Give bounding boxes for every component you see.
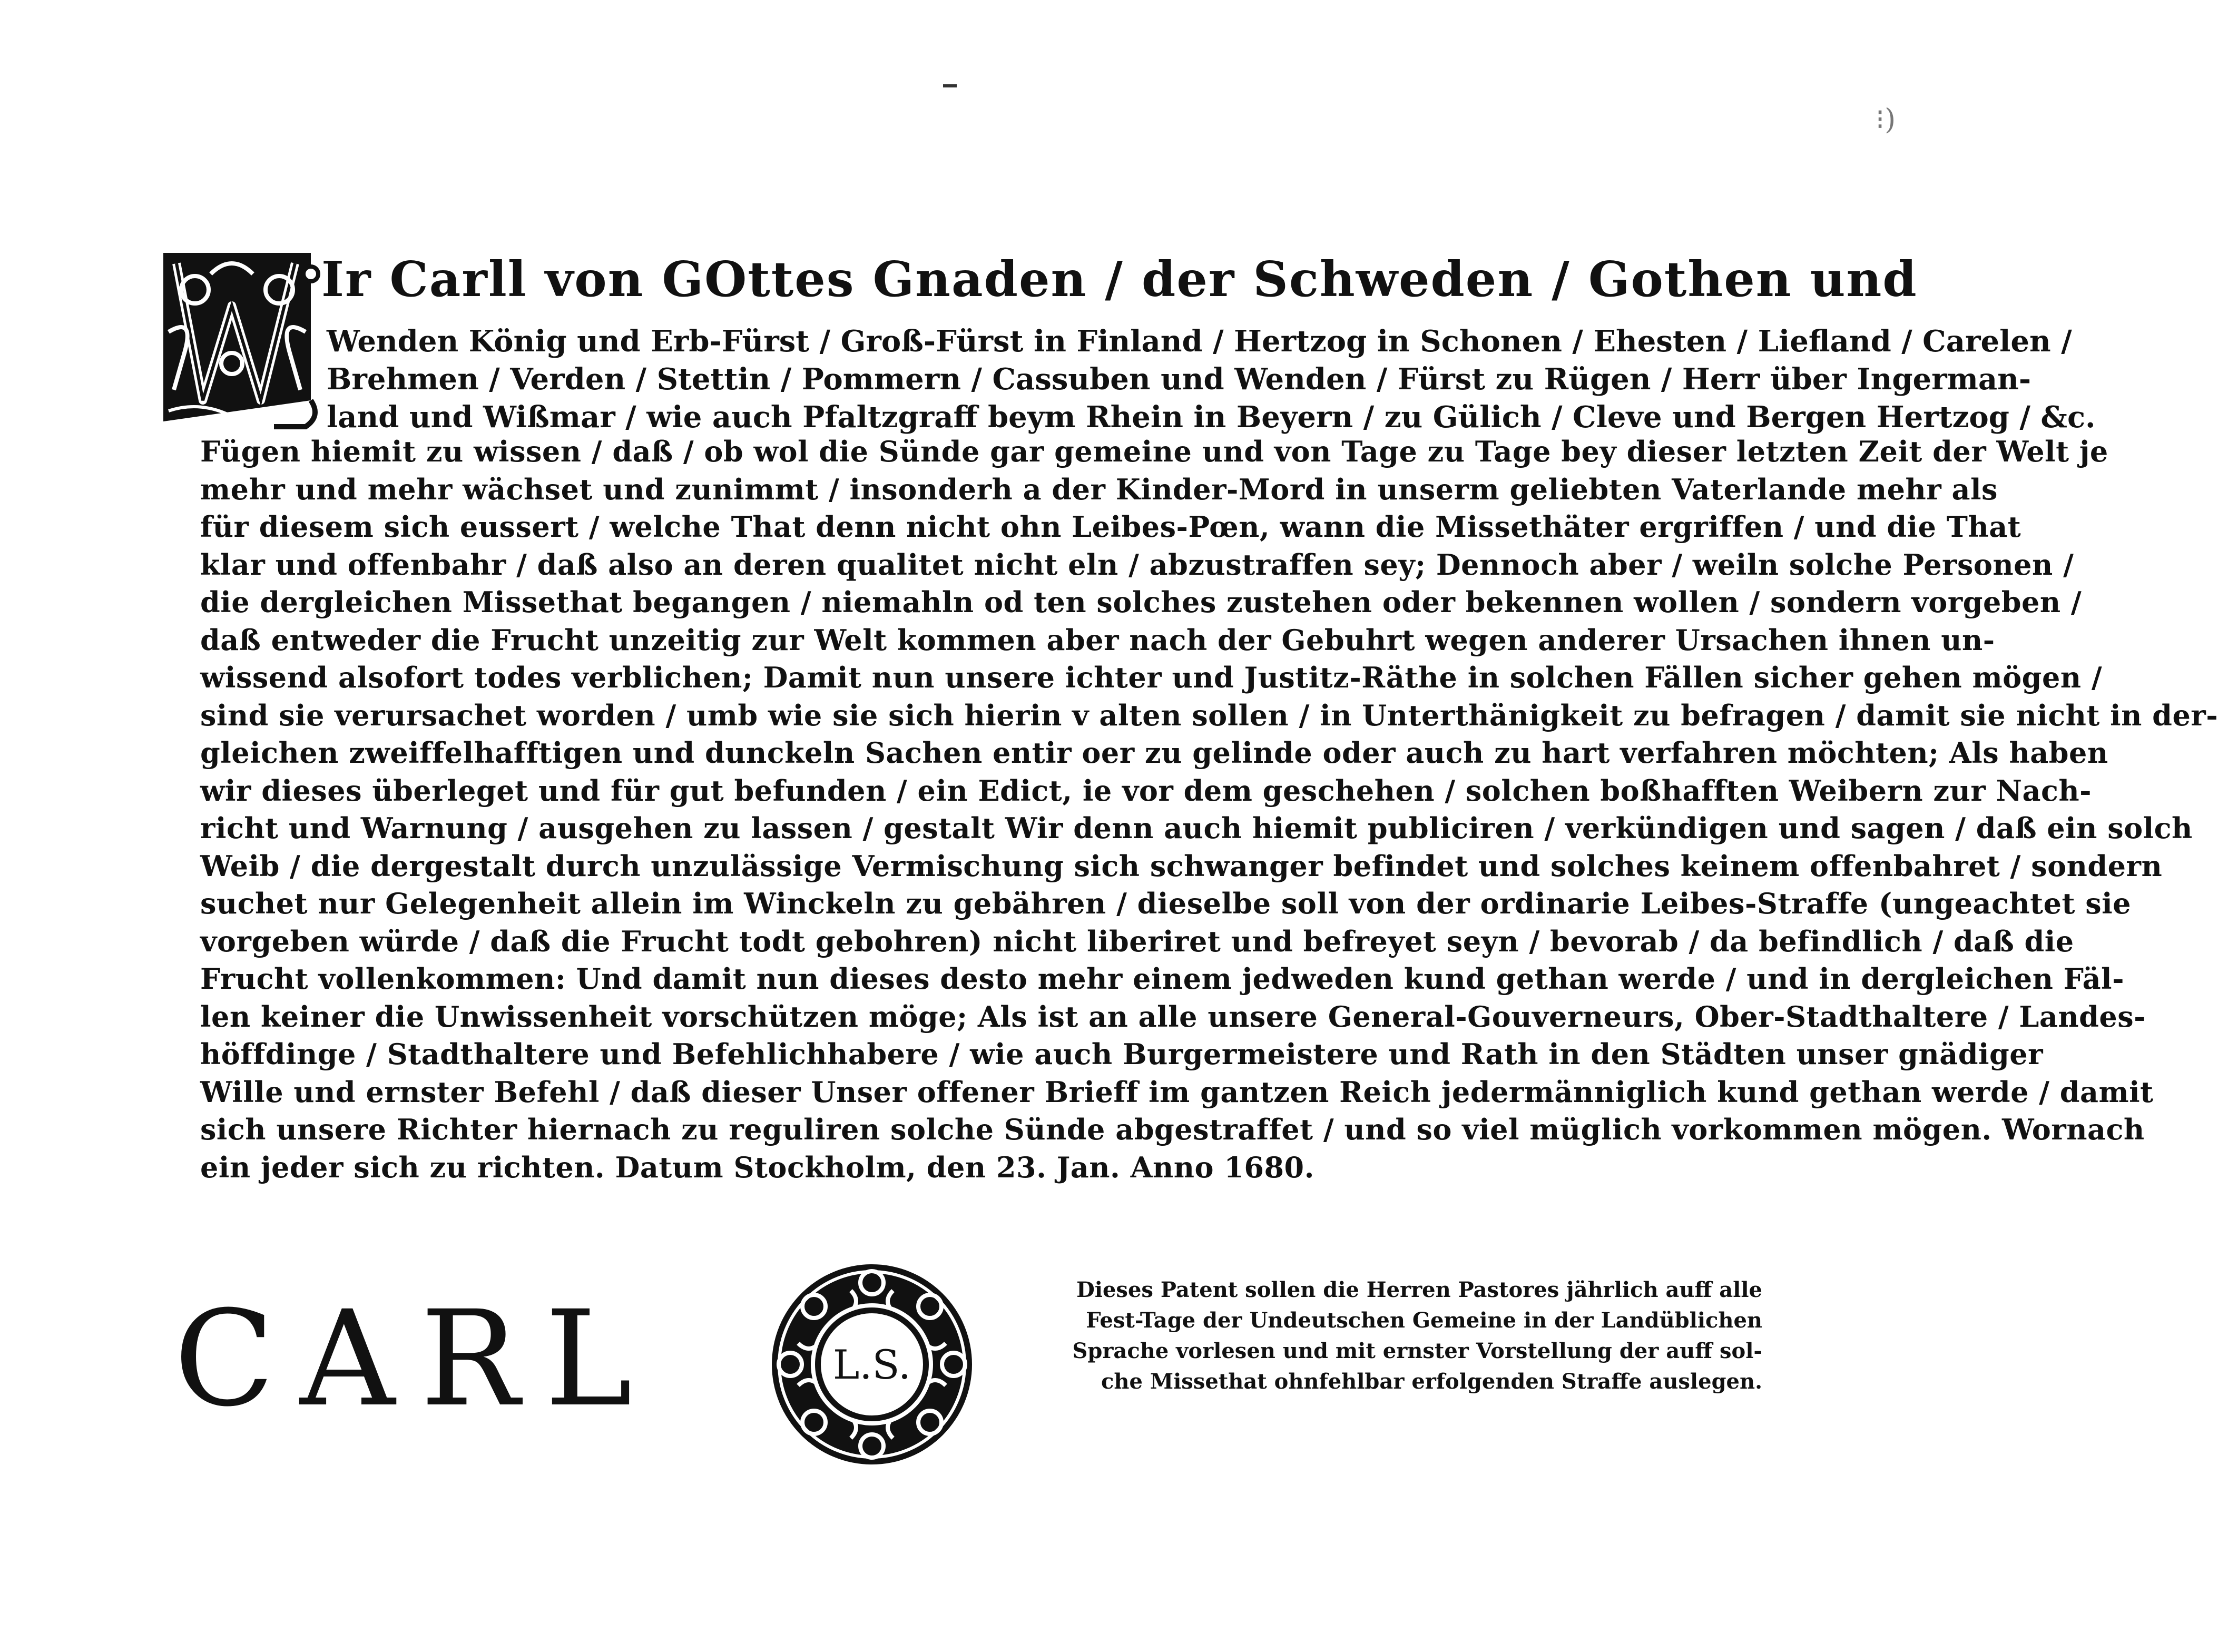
body-line: len keiner die Unwissenheit vorschützen möge; Als ist an alle unsere General-Gouverneurs, Ober-Stadthaltere / Landes- [200,999,2146,1034]
body-line: gleichen zweiffelhafftigen und dunckeln Sachen entir oer zu gelinde oder auch zu hart verfahren möchten; Als haben [200,736,2108,770]
body-line: klar und offenbahr / daß also an deren qualitet nicht eln / abzustraffen sey; Dennoch aber / weiln solche Personen / [200,547,2074,582]
printing-mark [943,84,957,87]
body-line: Fügen hiemit zu wissen / daß / ob wol die Sünde gar gemeine und von Tage zu Tage bey dieser letzten Zeit der Welt je [200,435,2108,468]
body-line: daß entweder die Frucht unzeitig zur Welt kommen aber nach der Gebuhrt wegen anderer Ursachen ihnen un- [200,623,1995,657]
seal [767,1259,977,1470]
body-line: sind sie verursachet worden / umb wie sie sich hierin v alten sollen / in Unterthänigkeit zu befragen / damit sie nicht in der- [200,698,2218,732]
body-line: für diesem sich eussert / welche That denn nicht ohn Leibes-Pœn, wann die Missethäter ergriffen / und die That [200,510,2021,544]
body-line: höffdinge / Stadthaltere und Befehlichhabere / wie auch Burgermeistere und Rath in den Städten unser gnädiger [200,1037,2044,1071]
body-line: sich unsere Richter hiernach zu reguliren solche Sünde abgestraffet / und so viel müglich vorkommen mögen. Wornach [200,1113,2145,1146]
pastors-note [1056,1275,1762,1397]
body-line-dateline: ein jeder sich zu richten. Datum Stockholm, den 23. Jan. Anno 1680. [200,1150,1314,1184]
body-line: die dergleichen Missethat begangen / niemahln od ten solches zustehen oder bekennen wollen / sondern vorgeben / [200,585,2082,619]
note-line: Fest-Tage der Undeutschen Gemeine in der Landüblichen [1086,1308,1762,1333]
ornamental-initial [153,242,321,432]
body-line: wissend alsofort todes verblichen; Damit nun unsere ichter und Justitz-Räthe in solchen Fällen sicher gehen mögen / [200,661,2103,694]
body-line: richt und Warnung / ausgehen zu lassen / gestalt Wir denn auch hiemit publiciren / verkündigen und sagen / daß ein solch [200,811,2193,845]
body-line: vorgeben würde / daß die Frucht todt gebohren) nicht liberiret und befreyet seyn / bevorab / da befindlich / daß die [200,924,2074,958]
seal-label: L.S. [832,1341,911,1388]
note-line: che Missethat ohnfehlbar erfolgenden Straffe auslegen. [1101,1369,1762,1394]
body-line: Wille und ernster Befehl / daß dieser Unser offener Brieff im gantzen Reich jedermänniglich kund gethan werde / damit [200,1075,2154,1109]
title-line-1: Wenden König und Erb-Fürst / Groß-Fürst in Finland / Hertzog in Schonen / Ehesten / Liefland / Carelen / [327,324,2072,359]
title-line-3: land und Wißmar / wie auch Pfaltzgraff beym Rhein in Beyern / zu Gülich / Cleve und Bergen Hertzog / &c. [327,400,2096,435]
royal-signature: CARL [174,1282,658,1435]
body-line: suchet nur Gelegenheit allein im Winckeln zu gebähren / dieselbe soll von der ordinarie Leibes-Straffe (ungeachtet sie [200,887,2131,920]
note-line: Sprache vorlesen und mit ernster Vorstellung der auff sol- [1072,1339,1762,1363]
edict-body [200,433,2218,1186]
body-line: Weib / die dergestalt durch unzulässige Vermischung sich schwanger befindet und solches keinem offenbahret / sondern [200,849,2163,883]
page-corner-mark: ⁝) [1876,103,1896,136]
note-line: Dieses Patent sollen die Herren Pastores jährlich auff alle [1076,1277,1762,1302]
body-line: Frucht vollenkommen: Und damit nun dieses desto mehr einem jedweden kund gethan werde / und in dergleichen Fäl- [200,962,2124,996]
body-line: mehr und mehr wächset und zunimmt / insonderh a der Kinder-Mord in unserm geliebten Vaterlande mehr als [200,472,1998,506]
edict-heading: Ir Carll von GOttes Gnaden / der Schweden / Gothen und [321,251,1918,308]
title-line-2: Brehmen / Verden / Stettin / Pommern / Cassuben und Wenden / Fürst zu Rügen / Herr über Ingerman- [327,362,2031,397]
body-line: wir dieses überleget und für gut befunden / ein Edict, ie vor dem geschehen / solchen boßhafften Weibern zur Nach- [200,773,2092,808]
